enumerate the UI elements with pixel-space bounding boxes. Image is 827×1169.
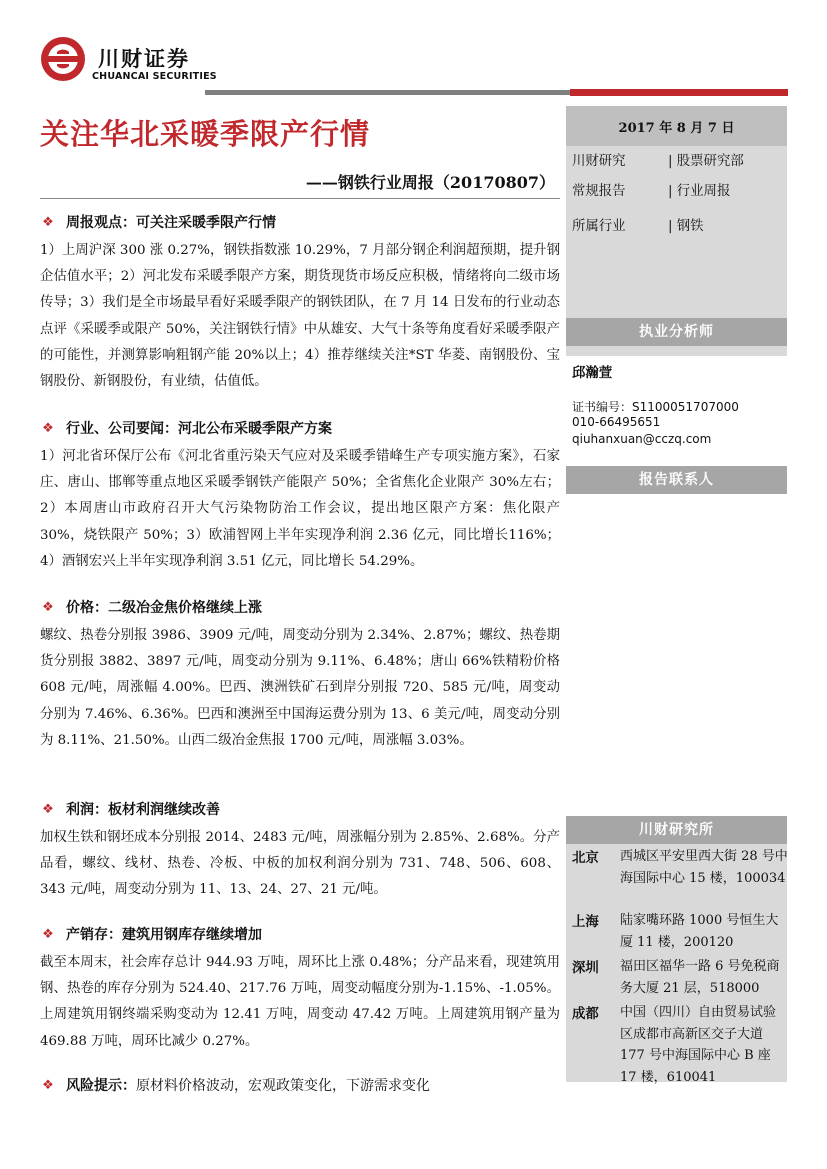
office-city: 深圳 <box>572 960 599 976</box>
section-text: 1）河北省环保厅公布《河北省重污染天气应对及采暖季错峰生产专项实施方案》，石家庄、唐山、邯郸等重点地区采暖季钢铁产能限产 50%；全省焦化企业限产 30%左右；2）本周唐山市政府召开大气污染物防治工作会议，提出地区限产方案：焦化限产 30%，烧铁限产 50%；3）欧浦智网上半年实现净利润 2.36 亿元，同比增长116%；4）酒钢宏兴上半年实现净利润 3.51 亿元，同比增长 54.29%。 <box>40 449 560 569</box>
section-label: 风险提示： <box>66 1078 136 1094</box>
section-heading <box>40 597 560 617</box>
section-label: 产销存： <box>66 927 122 943</box>
section-heading <box>40 924 560 944</box>
report-title: 关注华北采暖季限产行情 <box>40 117 371 151</box>
section-text: 加权生铁和钢坯成本分别报 2014、2483 元/吨，周涨幅分别为 2.85%、2.68%。分产品看，螺纹、线材、热卷、冷板、中板的加权利润分别为 731、748、506、608、343 元/吨，周变动分别为 11、13、24、27、21 元/吨。 <box>40 830 560 898</box>
diamond-bullet-icon: ❖ <box>42 214 54 230</box>
section-label: 周报观点： <box>66 215 136 231</box>
section-title: 板材利润继续改善 <box>108 802 220 818</box>
diamond-bullet-icon: ❖ <box>42 420 54 436</box>
header-rule-gray <box>205 90 570 95</box>
analyst-cert: 证书编号：S1100051707000 <box>572 400 739 414</box>
section-risk <box>40 1075 560 1095</box>
analyst-phone: 010-66495651 <box>572 415 661 429</box>
office-address: 陆家嘴环路 1000 号恒生大厦 11 楼，200120 <box>620 913 779 950</box>
meta-value: | 行业周报 <box>668 184 731 199</box>
section-prices <box>40 597 560 754</box>
brand-name-en: CHUANCAI SECURITIES <box>92 71 217 82</box>
title-divider <box>40 198 560 199</box>
section-industry-news <box>40 418 560 575</box>
section-text: 1）上周沪深 300 涨 0.27%，钢铁指数涨 10.29%，7 月部分钢企利润超预期，提升钢企估值水平；2）河北发布采暖季限产方案，期货现货市场反应积极，情绪将向二级市场传导；3）我们是全市场最早看好采暖季限产的钢铁团队，在 7 月 14 日发布的行业动态点评《采暖季或限产 50%，关注钢铁行情》中从雄安、大气十条等角度看好采暖季限产的可能性，并测算影响粗钢产能 20%以上；4）推荐继续关注*ST 华菱、南钢股份、宝钢股份、新钢股份，有业绩，估值低。 <box>40 243 560 390</box>
meta-value: | 股票研究部 <box>668 154 744 169</box>
section-text: 截至本周末，社会库存总计 944.93 万吨，周环比上涨 0.48%；分产品来看，现建筑用钢、热卷的库存分别为 524.40、217.76 万吨，周变动幅度分别为-1.15%、-1.05%。上周建筑用钢终端采购变动为 12.41 万吨，周变动 47.42 万吨。上周建筑用钢产量为 469.88 万吨，周环比减少 0.27%。 <box>40 955 560 1049</box>
section-title: 建筑用钢库存继续增加 <box>122 927 262 943</box>
section-heading <box>40 212 560 232</box>
meta-key: 常规报告 <box>572 184 626 199</box>
brand-logo-icon <box>40 36 86 82</box>
diamond-bullet-icon: ❖ <box>42 801 54 817</box>
diamond-bullet-icon: ❖ <box>42 1077 54 1093</box>
office-address: 西城区平安里西大街 28 号中海国际中心 15 楼，100034 <box>620 849 788 886</box>
diamond-bullet-icon: ❖ <box>42 926 54 942</box>
section-profit <box>40 799 560 904</box>
section-weekly-view <box>40 212 560 395</box>
analyst-heading: 执业分析师 <box>566 318 787 346</box>
office-city: 北京 <box>572 850 599 866</box>
office-city: 上海 <box>572 914 599 930</box>
section-heading <box>40 418 560 438</box>
report-subtitle: ——钢铁行业周报（20170807） <box>305 173 555 192</box>
section-heading <box>40 1075 560 1095</box>
section-inventory <box>40 924 560 1055</box>
office-city: 成都 <box>572 1006 599 1022</box>
institute-heading: 川财研究所 <box>566 816 787 844</box>
section-title: 可关注采暖季限产行情 <box>136 215 276 231</box>
office-address: 福田区福华一路 6 号免税商务大厦 21 层，518000 <box>620 959 780 996</box>
header-rule-red <box>570 89 788 96</box>
section-label: 行业、公司要闻： <box>66 421 178 437</box>
contact-heading: 报告联系人 <box>566 466 787 494</box>
analyst-name: 邱瀚萱 <box>572 365 613 381</box>
section-title: 河北公布采暖季限产方案 <box>178 421 332 437</box>
diamond-bullet-icon: ❖ <box>42 599 54 615</box>
section-title: 二级冶金焦价格继续上涨 <box>108 600 262 616</box>
section-label: 价格： <box>66 600 108 616</box>
meta-key: 川财研究 <box>572 154 626 169</box>
section-label: 利润： <box>66 802 108 818</box>
risk-text: 原材料价格波动，宏观政策变化，下游需求变化 <box>136 1078 430 1094</box>
meta-value: | 钢铁 <box>668 219 704 234</box>
meta-key: 所属行业 <box>572 219 626 234</box>
section-heading <box>40 799 560 819</box>
office-address: 中国（四川）自由贸易试验区成都市高新区交子大道 177 号中海国际中心 B 座 17 楼，610041 <box>620 1005 777 1085</box>
report-date: 2017 年 8 月 7 日 <box>566 106 787 146</box>
section-text: 螺纹、热卷分别报 3986、3909 元/吨，周变动分别为 2.34%、2.87%；螺纹、热卷期货分别报 3882、3897 元/吨，周变动分别为 9.11%、6.48%；唐山 66%铁精粉价格 608 元/吨，周涨幅 4.00%。巴西、澳洲铁矿石到岸分别报 720、585 元/吨，周变动分别为 7.46%、6.36%。巴西和澳洲至中国海运费分别为 13、6 美元/吨，周变动分别为 8.11%、21.50%。山西二级冶金焦报 1700 元/吨，周涨幅 3.03%。 <box>40 628 560 748</box>
analyst-email[interactable]: qiuhanxuan@cczq.com <box>572 432 712 446</box>
brand-name: 川财证券 <box>98 47 190 71</box>
